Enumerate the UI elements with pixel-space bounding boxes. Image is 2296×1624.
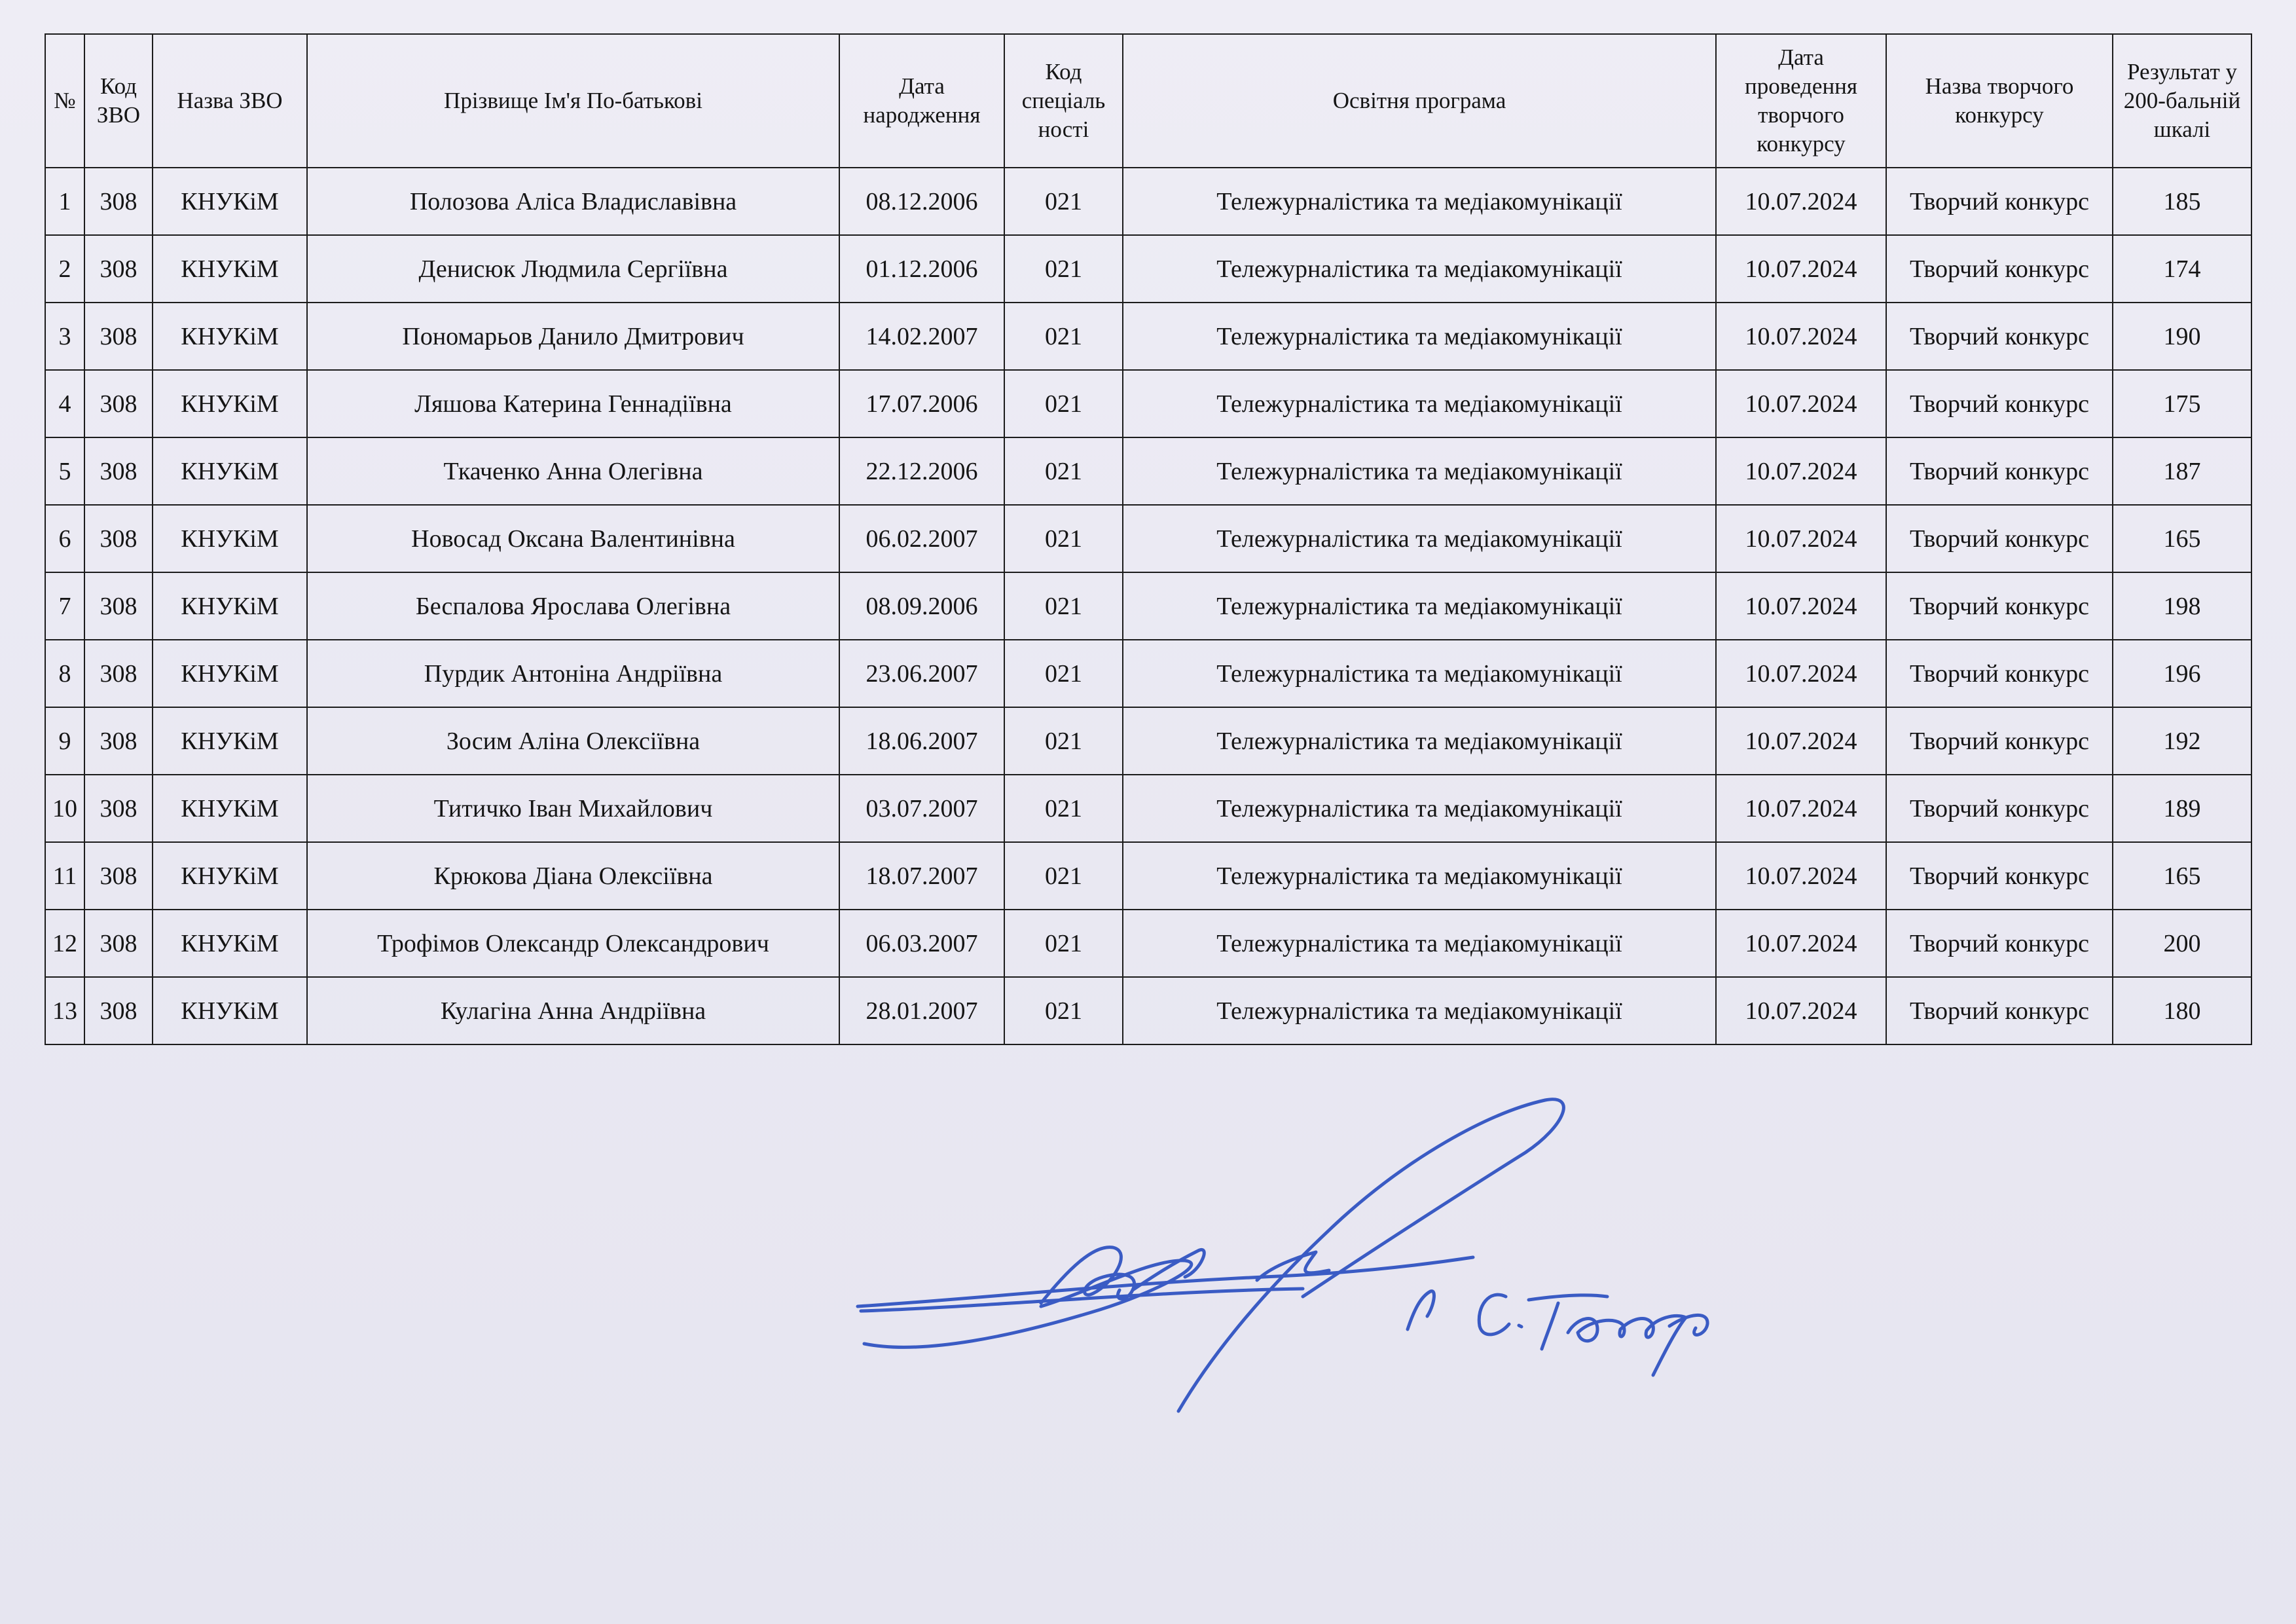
cell-full-name: Зосим Аліна Олексіївна (307, 707, 839, 775)
header-score: Результат у 200-бальній шкалі (2113, 34, 2251, 168)
cell-contest-date: 10.07.2024 (1716, 572, 1886, 640)
table-row (45, 572, 2251, 640)
cell-contest-date: 10.07.2024 (1716, 910, 1886, 977)
cell-code-zvo: 308 (84, 572, 153, 640)
cell-name-zvo: КНУКіМ (153, 370, 307, 437)
cell-score: 192 (2113, 707, 2251, 775)
cell-score: 185 (2113, 168, 2251, 235)
cell-score: 165 (2113, 505, 2251, 572)
cell-score: 174 (2113, 235, 2251, 303)
cell-name-zvo: КНУКіМ (153, 640, 307, 707)
cell-no: 10 (45, 775, 84, 842)
table-row (45, 977, 2251, 1044)
cell-contest-date: 10.07.2024 (1716, 505, 1886, 572)
cell-birth-date: 28.01.2007 (839, 977, 1004, 1044)
cell-specialty-code: 021 (1004, 505, 1123, 572)
table-row (45, 640, 2251, 707)
header-no: № (45, 34, 84, 168)
cell-no: 1 (45, 168, 84, 235)
results-table (45, 33, 2252, 1045)
cell-name-zvo: КНУКіМ (153, 303, 307, 370)
cell-specialty-code: 021 (1004, 370, 1123, 437)
cell-program: Тележурналістика та медіакомунікації (1123, 775, 1716, 842)
table-body (45, 168, 2251, 1044)
cell-contest-name: Творчий конкурс (1886, 775, 2113, 842)
header-name-zvo: Назва ЗВО (153, 34, 307, 168)
cell-specialty-code: 021 (1004, 437, 1123, 505)
cell-specialty-code: 021 (1004, 707, 1123, 775)
cell-program: Тележурналістика та медіакомунікації (1123, 437, 1716, 505)
cell-name-zvo: КНУКіМ (153, 437, 307, 505)
cell-specialty-code: 021 (1004, 640, 1123, 707)
cell-contest-name: Творчий конкурс (1886, 437, 2113, 505)
cell-no: 11 (45, 842, 84, 910)
cell-contest-name: Творчий конкурс (1886, 303, 2113, 370)
cell-birth-date: 08.09.2006 (839, 572, 1004, 640)
table-row (45, 437, 2251, 505)
cell-no: 4 (45, 370, 84, 437)
cell-no: 7 (45, 572, 84, 640)
table-row (45, 775, 2251, 842)
cell-name-zvo: КНУКіМ (153, 977, 307, 1044)
cell-contest-date: 10.07.2024 (1716, 707, 1886, 775)
cell-birth-date: 18.07.2007 (839, 842, 1004, 910)
cell-score: 187 (2113, 437, 2251, 505)
cell-name-zvo: КНУКіМ (153, 707, 307, 775)
cell-program: Тележурналістика та медіакомунікації (1123, 572, 1716, 640)
header-row (45, 34, 2251, 168)
cell-specialty-code: 021 (1004, 842, 1123, 910)
cell-name-zvo: КНУКіМ (153, 168, 307, 235)
cell-score: 165 (2113, 842, 2251, 910)
cell-full-name: Полозова Аліса Владиславівна (307, 168, 839, 235)
cell-contest-name: Творчий конкурс (1886, 572, 2113, 640)
cell-program: Тележурналістика та медіакомунікації (1123, 640, 1716, 707)
table-row (45, 303, 2251, 370)
table-row (45, 235, 2251, 303)
cell-contest-name: Творчий конкурс (1886, 370, 2113, 437)
cell-no: 5 (45, 437, 84, 505)
cell-full-name: Ткаченко Анна Олегівна (307, 437, 839, 505)
cell-no: 12 (45, 910, 84, 977)
cell-contest-name: Творчий конкурс (1886, 235, 2113, 303)
header-birth-date: Дата народження (839, 34, 1004, 168)
header-full-name: Прізвище Ім'я По-батькові (307, 34, 839, 168)
header-contest-date: Дата проведення творчого конкурсу (1716, 34, 1886, 168)
cell-code-zvo: 308 (84, 437, 153, 505)
cell-specialty-code: 021 (1004, 168, 1123, 235)
cell-full-name: Трофімов Олександр Олександрович (307, 910, 839, 977)
cell-birth-date: 06.02.2007 (839, 505, 1004, 572)
cell-score: 175 (2113, 370, 2251, 437)
cell-program: Тележурналістика та медіакомунікації (1123, 303, 1716, 370)
cell-birth-date: 17.07.2006 (839, 370, 1004, 437)
cell-code-zvo: 308 (84, 977, 153, 1044)
cell-program: Тележурналістика та медіакомунікації (1123, 707, 1716, 775)
cell-birth-date: 18.06.2007 (839, 707, 1004, 775)
cell-no: 8 (45, 640, 84, 707)
cell-score: 198 (2113, 572, 2251, 640)
cell-program: Тележурналістика та медіакомунікації (1123, 168, 1716, 235)
cell-score: 189 (2113, 775, 2251, 842)
cell-no: 2 (45, 235, 84, 303)
cell-no: 6 (45, 505, 84, 572)
cell-contest-name: Творчий конкурс (1886, 842, 2113, 910)
cell-program: Тележурналістика та медіакомунікації (1123, 505, 1716, 572)
cell-specialty-code: 021 (1004, 977, 1123, 1044)
cell-full-name: Ляшова Катерина Геннадіївна (307, 370, 839, 437)
cell-specialty-code: 021 (1004, 572, 1123, 640)
cell-birth-date: 01.12.2006 (839, 235, 1004, 303)
table-row (45, 910, 2251, 977)
cell-score: 190 (2113, 303, 2251, 370)
cell-birth-date: 08.12.2006 (839, 168, 1004, 235)
table-header (45, 34, 2251, 168)
header-specialty-code: Код спеціаль ності (1004, 34, 1123, 168)
cell-score: 180 (2113, 977, 2251, 1044)
header-program: Освітня програма (1123, 34, 1716, 168)
cell-code-zvo: 308 (84, 707, 153, 775)
cell-contest-date: 10.07.2024 (1716, 168, 1886, 235)
cell-no: 13 (45, 977, 84, 1044)
cell-program: Тележурналістика та медіакомунікації (1123, 235, 1716, 303)
cell-birth-date: 23.06.2007 (839, 640, 1004, 707)
header-code-zvo: Код ЗВО (84, 34, 153, 168)
cell-name-zvo: КНУКіМ (153, 572, 307, 640)
table-row (45, 842, 2251, 910)
cell-contest-name: Творчий конкурс (1886, 168, 2113, 235)
cell-contest-date: 10.07.2024 (1716, 303, 1886, 370)
table-row (45, 505, 2251, 572)
cell-full-name: Титичко Іван Михайлович (307, 775, 839, 842)
cell-contest-name: Творчий конкурс (1886, 977, 2113, 1044)
cell-full-name: Денисюк Людмила Сергіївна (307, 235, 839, 303)
cell-code-zvo: 308 (84, 370, 153, 437)
cell-code-zvo: 308 (84, 505, 153, 572)
cell-code-zvo: 308 (84, 168, 153, 235)
cell-code-zvo: 308 (84, 910, 153, 977)
cell-specialty-code: 021 (1004, 303, 1123, 370)
cell-full-name: Новосад Оксана Валентинівна (307, 505, 839, 572)
cell-program: Тележурналістика та медіакомунікації (1123, 370, 1716, 437)
cell-birth-date: 03.07.2007 (839, 775, 1004, 842)
cell-name-zvo: КНУКіМ (153, 775, 307, 842)
cell-contest-name: Творчий конкурс (1886, 505, 2113, 572)
cell-contest-date: 10.07.2024 (1716, 235, 1886, 303)
cell-code-zvo: 308 (84, 775, 153, 842)
cell-contest-date: 10.07.2024 (1716, 842, 1886, 910)
cell-full-name: Пономарьов Данило Дмитрович (307, 303, 839, 370)
cell-birth-date: 22.12.2006 (839, 437, 1004, 505)
cell-birth-date: 06.03.2007 (839, 910, 1004, 977)
cell-contest-name: Творчий конкурс (1886, 910, 2113, 977)
cell-full-name: Беспалова Ярослава Олегівна (307, 572, 839, 640)
cell-specialty-code: 021 (1004, 910, 1123, 977)
cell-contest-date: 10.07.2024 (1716, 437, 1886, 505)
cell-specialty-code: 021 (1004, 235, 1123, 303)
cell-code-zvo: 308 (84, 303, 153, 370)
cell-code-zvo: 308 (84, 640, 153, 707)
cell-contest-date: 10.07.2024 (1716, 640, 1886, 707)
cell-name-zvo: КНУКіМ (153, 910, 307, 977)
cell-contest-name: Творчий конкурс (1886, 707, 2113, 775)
cell-name-zvo: КНУКіМ (153, 235, 307, 303)
cell-name-zvo: КНУКіМ (153, 505, 307, 572)
cell-full-name: Кулагіна Анна Андріївна (307, 977, 839, 1044)
cell-score: 200 (2113, 910, 2251, 977)
table-row (45, 707, 2251, 775)
cell-full-name: Крюкова Діана Олексіївна (307, 842, 839, 910)
cell-specialty-code: 021 (1004, 775, 1123, 842)
cell-program: Тележурналістика та медіакомунікації (1123, 842, 1716, 910)
cell-program: Тележурналістика та медіакомунікації (1123, 910, 1716, 977)
cell-contest-date: 10.07.2024 (1716, 775, 1886, 842)
cell-contest-name: Творчий конкурс (1886, 640, 2113, 707)
cell-contest-date: 10.07.2024 (1716, 370, 1886, 437)
cell-no: 9 (45, 707, 84, 775)
header-contest-name: Назва творчого конкурсу (1886, 34, 2113, 168)
cell-score: 196 (2113, 640, 2251, 707)
cell-full-name: Пурдик Антоніна Андріївна (307, 640, 839, 707)
cell-name-zvo: КНУКіМ (153, 842, 307, 910)
cell-program: Тележурналістика та медіакомунікації (1123, 977, 1716, 1044)
table-row (45, 168, 2251, 235)
cell-code-zvo: 308 (84, 842, 153, 910)
cell-birth-date: 14.02.2007 (839, 303, 1004, 370)
cell-no: 3 (45, 303, 84, 370)
cell-code-zvo: 308 (84, 235, 153, 303)
cell-contest-date: 10.07.2024 (1716, 977, 1886, 1044)
table-row (45, 370, 2251, 437)
signature (845, 1080, 1761, 1434)
